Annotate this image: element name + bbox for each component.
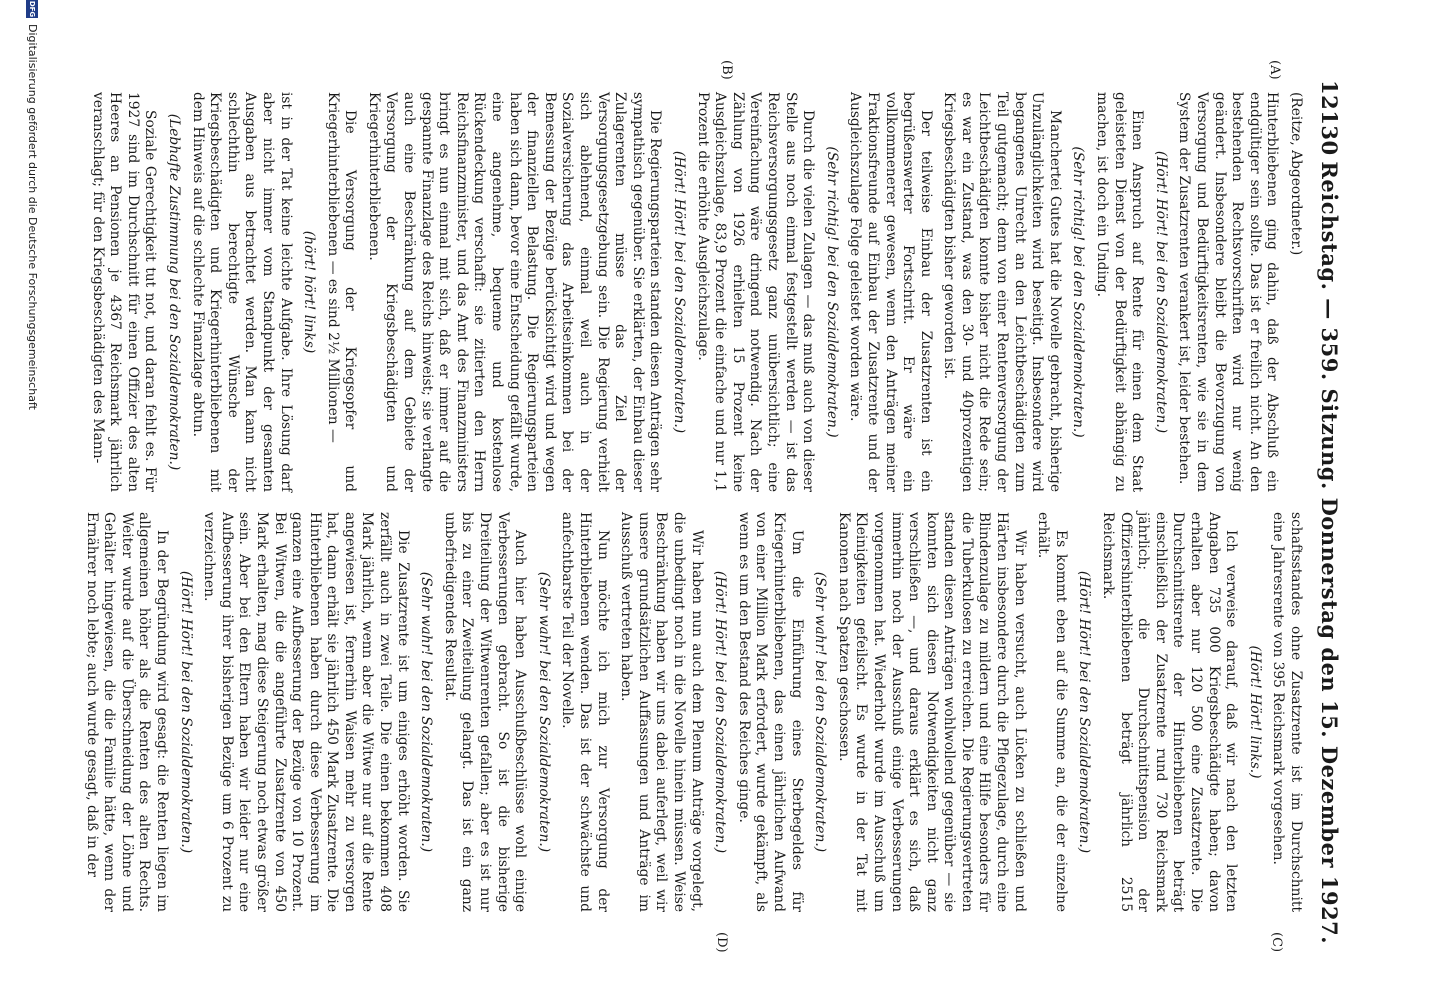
left-paragraph: Soziale Gerechtigkeit tut not, und daran fehlt es. Für 1927 sind im Durchschnitt für einen Offizier des alten Heeres an Pensionen je 4367 Reichsmark jährlich veranschlagt; für den Kriegsbeschädigten des Mann- [89, 92, 159, 492]
margin-marker-a: (A) [1267, 60, 1282, 80]
right-interjection: (Hört! Hört! bei den Sozialdemokraten.) [712, 570, 729, 854]
left-interjection: (Lebhafte Zustimmung bei den Sozialdemokraten.) [165, 113, 182, 471]
right-interjection: (Sehr wahr! bei den Sozialdemokraten.) [418, 571, 435, 853]
left-paragraph: Die Versorgung der Kriegsopfer und Kriegerhinterbliebenen — es sind 2½ Millionen — [324, 92, 359, 492]
left-interjection: (Hört! Hört! bei den Sozialdemokraten.) [1152, 150, 1169, 434]
digitization-credit: Digitalisierung gefördert durch die Deutsche Forschungsgemeinschaft [26, 24, 39, 410]
margin-marker-b: (B) [719, 60, 734, 80]
right-paragraph: Um die Einführung eines Sterbegeldes für Kriegerhinterbliebenen, das einen jährlichen Aufwand von einer Million Mark erfordert, wurde gekämpft, als wenn es um den Bestand des Reiches ginge. [735, 512, 805, 912]
right-paragraph: Die Zusatzrente ist um einiges erhöht worden. Sie zerfällt auch in zwei Teile. Die einen bekommen 408 Mark jährlich, wenn aber die Witwe nur auf die Rente angewiesen ist, fernerhin Waisen mehr zu versorgen hat, dann erhält sie jährlich 450 Mark Zusatzrente. Die Hinterbliebenen haben durch diese Verbesserung im ganzen eine Aufbesserung der Bezüge von 10 Prozent. Bei Witwen, die die angeführte Zusatzrente von 450 Mark erhalten, mag diese Steigerung noch etwas größer sein. Aber bei den Eltern haben wir leider nur eine Aufbesserung ihrer bisherigen Bezüge um 6 Prozent zu verzeichnen. [201, 512, 411, 912]
right-paragraph: Es kommt eben auf die Summe an, die der einzelne erhält. [1035, 512, 1069, 912]
right-interjection: (Hört! Hört! links.) [1246, 645, 1263, 779]
left-paragraph: Die Regierungsparteien standen diesen Anträgen sehr sympathisch gegenüber. Sie erklärten, der Einbau dieser Zulagerenten müsse das Ziel der Versorgungsgesetzgebung sein. Die Regierung verhielt sich ablehnend, einmal weil auch in der Sozialversicherung das Arbeitseinkommen bei der Bemessung der Bezüge berücksichtigt wird und wegen der finanziellen Belastung. Die Regierungsparteien haben sich dann, bevor eine Entscheidung gefällt wurde, eine angenehme, bequeme und kostenlose Rückendeckung verschafft: sie zitierten den Herrn Reichsfinanzminister, und das Amt des Finanzministers bringt es nun einmal mit sich, daß er immer auf die gespannte Finanzlage des Reichs hinweist; sie verlangte auch eine Beschränkung auf dem Gebiete der Versorgung der Kriegsbeschädigten und Kriegerhinterbliebenen. [365, 92, 664, 492]
right-interjection: (Sehr wahr! bei den Sozialdemokraten.) [812, 571, 829, 853]
left-paragraph: Hinterbliebenen ging dahin, daß der Abschluß ein endgültiger sein sollte. Das ist er freilich nicht. An den bestehenden Rechtsvorschriften wird nur wenig geändert. Insbesondere bleibt die Bevorzugung von Versorgung und Bedürftigkeitsrenten, wie sie in dem System der Zusatzrenten verankert ist, leider bestehen. [1176, 92, 1281, 492]
right-paragraph: In der Begründung wird gesagt: die Renten liegen im allgemeinen höher als die Renten des alten Rechts. Weiter wurde auf die Überschneidung der Löhne und Gehälter hingewiesen, die die Familie hätte, wenn der Ernährer noch lebte; auch wurde gesagt, daß in der [83, 512, 170, 912]
right-paragraph: Auch hier haben Ausschußbeschlüsse wohl einige Verbesserungen gebracht. So ist die bisherige Dreiteilung der Witwenrenten gefallen; aber es ist nur bis zu einer Zweiteilung gelangt. Das ist ein ganz unbefriedigendes Resultat. [441, 512, 529, 912]
left-interjection: (hört! hört! links) [301, 230, 318, 354]
right-paragraph: Wir haben versucht, auch Lücken zu schließen und Härten insbesondere durch die Pflegezulage, durch eine Blindenzulage zu mildern und eine Hilfe besonders für die Tuberkulosen zu erreichen. Die Regierungsvertreten standen diesen Anträgen wohlwollend gegenüber — sie konnten sich diesen Notwendigkeiten nicht ganz verschließen —, und daraus erklärt es sich, daß immerhin noch der Ausschuß einige Verbesserungen vorgenommen hat. Wiederholt wurde im Ausschuß um Kleinigkeiten gefeilscht. Es wurde in der Tat mit Kanonen nach Spatzen geschossen. [835, 512, 1028, 912]
left-interjection: (Sehr richtig! bei den Sozialdemokraten.) [1070, 146, 1087, 438]
left-paragraph: Der teilweise Einbau der Zusatzrenten ist ein begrüßenswerter Fortschritt. Er wäre ein vollkommenerer gewesen, wenn den Anträgen meiner Fraktionsfreunde auf Einbau der Zusatzrente und der Ausgleichszulage Folge geleistet worden wäre. [847, 92, 934, 492]
dfg-logo: DFG [28, 0, 37, 18]
left-paragraph: ist in der Tat keine leichte Aufgabe. Ihre Lösung darf aber nicht immer vom Standpunkt der gesamten Ausgaben aus betrachtet werden. Man kann nicht schlechthin berechtigte Wünsche der Kriegsbeschädigten und Kriegerhinterbliebenen mit dem Hinweis auf die schlechte Finanzlage abtun. [189, 92, 294, 492]
right-paragraph: Nun möchte ich mich zur Versorgung der Hinterbliebenen wenden. Das ist der schwächste und anfechtbarste Teil der Novelle. [559, 512, 611, 912]
left-paragraph: Manchertei Gutes hat die Novelle gebracht, bisherige Unzulänglichkeiten wird beseitigt. Insbesondere wird begangenes Unrecht an den Leichtbeschädigten zum Teil gutgemacht; denn von einer Rentenversorgung der Leichtbeschädigten konnte bisher nicht die Rede sein; es war ein Zustand, was den 30- und 40prozentigen Kriegsbeschädigten bisher geworden ist. [941, 92, 1063, 492]
text-column-left [89, 92, 1304, 492]
page-title: Reichstag. — 359. Sitzung. Donnerstag den 15. Dezember 1927. [1317, 161, 1343, 945]
text-column-right [83, 512, 1304, 912]
right-interjection: (Hört! Hört! bei den Sozialdemokraten.) [1076, 570, 1093, 854]
left-paragraph: Durch die vielen Zulagen — das muß auch von dieser Stelle aus noch einmal festgestellt werden — ist das Reichsversorgungsgesetz ganz unübersichtlich; eine Vereinfachung wäre dringend notwendig. Nach der Zählung von 1926 erhielten 15 Prozent keine Ausgleichszulage, 83,9 Prozent die einfache und nur 1,1 Prozent die erhöhte Ausgleichszulage. [694, 92, 817, 492]
left-interjection: (Hört! Hört! bei den Sozialdemokraten.) [671, 150, 687, 434]
page-header [1310, 80, 1350, 950]
page-number: 12130 [1317, 80, 1343, 156]
margin-marker-c: (C) [1269, 932, 1284, 953]
right-interjection: (Hört! Hört! bei den Sozialdemokraten.) [177, 570, 194, 854]
margin-marker-d: (D) [714, 932, 729, 953]
left-paragraph: (Reitze, Abgeordneter.) [1288, 92, 1304, 256]
right-paragraph: Ich verweise darauf, daß wir nach den letzten Angaben 735 000 Kriegsbeschädigte haben; davon erhalten aber nur 120 500 eine Zusatzrente. Die Durchschnittsrente der Hinterbliebenen beträgt einschließlich der Zusatzrente rund 730 Reichsmark jährlich; die Durchschnittspension der Offiziershinterbliebenen beträgt jährlich 2515 Reichsmark. [1100, 512, 1240, 912]
left-paragraph: Einen Anspruch auf Rente für einen dem Staat geleisteten Dienst von der Bedürftigkeit abhängig zu machen, ist doch ein Unding. [1094, 92, 1146, 492]
right-interjection: (Sehr wahr! bei den Sozialdemokraten.) [535, 571, 552, 853]
right-paragraph: Wir haben nun auch dem Plenum Anträge vorgelegt, die unbedingt noch in die Novelle hinein müssen. Weise Beschränkung haben wir uns dabei auferlegt, weil wir unsere grundsätzlichen Auffassungen und Anträge im Ausschuß vertreten haben. [618, 512, 705, 912]
digitization-footer [26, 0, 39, 1000]
left-interjection: (Sehr richtig! bei den Sozialdemokraten.) [823, 146, 840, 438]
right-paragraph: schaftsstandes ohne Zusatzrente ist im Durchschnitt eine Jahresrente von 395 Reichsmark vorgesehen. [1270, 512, 1304, 912]
